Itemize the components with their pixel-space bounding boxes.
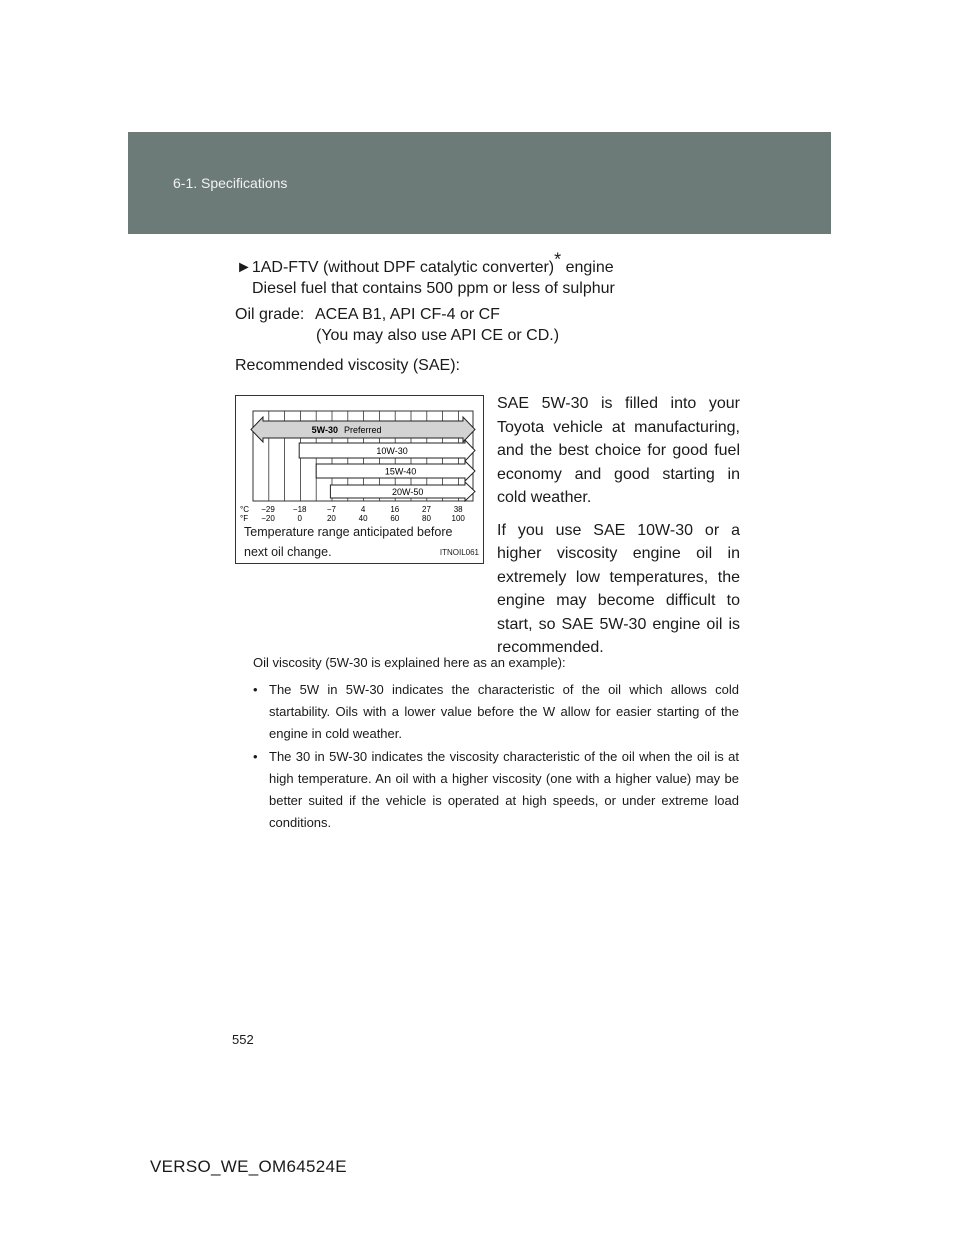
paragraph: If you use SAE 10W-30 or a higher viscosity engine oil in extremely low temperatures, the engine may become difficult to start, so SAE 5W-30 engine oil is recommended. [497, 521, 740, 656]
viscosity-heading: Recommended viscosity (SAE): [235, 357, 460, 374]
page-number: 552 [232, 1032, 254, 1047]
notes [253, 652, 739, 835]
footer-code: VERSO_WE_OM64524E [150, 1157, 347, 1176]
fuel-spec: Diesel fuel that contains 500 ppm or less of sulphur [252, 280, 615, 297]
celsius-tick: −29 [261, 505, 275, 514]
fahrenheit-tick: −20 [261, 514, 275, 523]
engine-name: ►1AD-FTV (without DPF catalytic converter) [236, 259, 555, 276]
band-label: 20W-50 [392, 487, 424, 497]
bullet-icon: • [253, 682, 258, 697]
bullet-text: The 30 in 5W-30 indicates the viscosity characteristic of the oil when the oil is at high temperature. An oil with a higher viscosity (one with a higher value) may be better suited if the vehicle is operated at high speeds, or under extreme load conditions. [269, 749, 739, 830]
fahrenheit-tick: 100 [451, 514, 465, 523]
section-title: 6-1. Specifications [173, 175, 288, 191]
viscosity-diagram [235, 395, 484, 564]
oil-grade-note: (You may also use API CE or CD.) [316, 327, 560, 344]
figure-code: ITNOIL061 [439, 548, 479, 557]
celsius-unit: °C [240, 505, 249, 514]
bullet-text: The 5W in 5W-30 indicates the characteristic of the oil which allows cold startability. Oils with a lower value before the W allow for easier starting of the engine in cold weather. [269, 682, 739, 741]
fahrenheit-tick: 20 [326, 514, 336, 523]
celsius-tick: −18 [292, 505, 307, 514]
fahrenheit-tick: 0 [297, 514, 302, 523]
celsius-tick: 38 [453, 505, 463, 514]
band-label: 15W-40 [384, 466, 417, 477]
note-bullet [253, 746, 739, 834]
celsius-tick: 27 [422, 505, 431, 514]
band-label: Preferred [344, 425, 382, 435]
celsius-tick: 16 [390, 505, 400, 514]
bullet-icon: • [253, 749, 258, 764]
section-header [128, 132, 831, 234]
paragraph: SAE 5W-30 is filled into your Toyota vehicle at manufacturing, and the best choice for good fuel economy and good starting in cold weather. [497, 395, 740, 506]
fahrenheit-unit: °F [240, 514, 249, 523]
caption-line-1: Temperature range anticipated before [244, 525, 453, 539]
celsius-tick: −7 [326, 505, 336, 514]
asterisk: * [554, 249, 562, 270]
notes-heading: Oil viscosity (5W-30 is explained here as an example): [253, 655, 566, 670]
band-label: 5W-30 [311, 425, 338, 435]
oil-grade-value: ACEA B1, API CF-4 or CF [315, 306, 500, 323]
band-label: 10W-30 [376, 446, 408, 456]
diagram-caption [244, 522, 452, 562]
engine-suffix: engine [561, 259, 614, 276]
fahrenheit-tick: 40 [358, 514, 368, 523]
fahrenheit-tick: 60 [390, 514, 400, 523]
viscosity-explanation [497, 392, 740, 669]
celsius-tick: 4 [360, 505, 366, 514]
caption-line-2: next oil change. [244, 545, 332, 559]
note-bullet [253, 679, 739, 745]
oil-grade-label: Oil grade: [235, 306, 305, 323]
engine-line [236, 249, 614, 278]
fahrenheit-tick: 80 [422, 514, 431, 523]
